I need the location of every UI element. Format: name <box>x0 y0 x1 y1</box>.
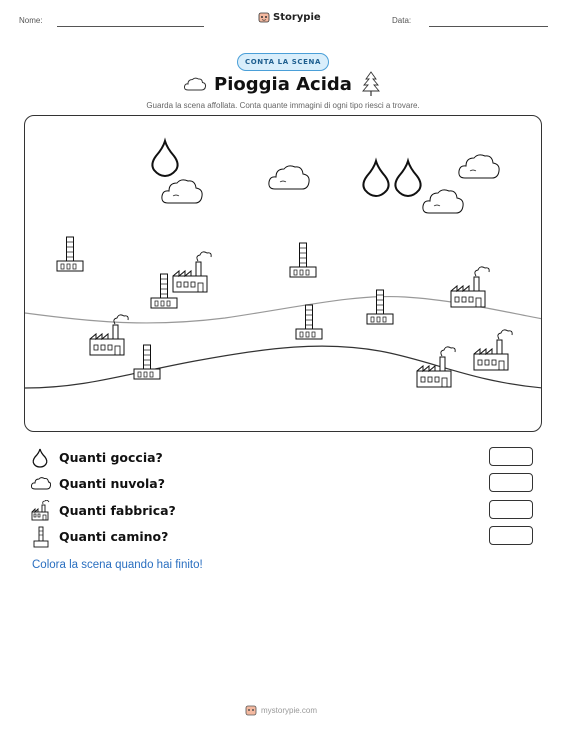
drop-1 <box>152 141 177 176</box>
answer-box-factories[interactable] <box>489 500 533 519</box>
coloring-instruction: Colora la scena quando hai finito! <box>32 559 203 571</box>
question-clouds <box>31 473 541 495</box>
brand-name: Storypie <box>273 11 321 23</box>
storypie-mascot-icon <box>258 11 270 23</box>
counting-scene <box>24 115 542 432</box>
question-text: Quanti camino? <box>59 529 169 544</box>
cloud-1 <box>162 180 202 203</box>
factory-5 <box>417 347 455 387</box>
cloud-3 <box>459 155 499 178</box>
date-label: Data: <box>392 16 412 25</box>
page-title: Pioggia Acida <box>214 74 352 95</box>
date-line[interactable] <box>429 26 548 27</box>
question-drops <box>31 447 541 469</box>
storypie-mascot-icon <box>245 704 257 716</box>
tree-icon <box>362 71 380 97</box>
chimney-3 <box>290 243 316 277</box>
cloud-2 <box>269 166 309 189</box>
chimney-1 <box>57 237 83 271</box>
activity-badge: CONTA LA SCENA <box>237 53 329 71</box>
chimney-icon <box>31 526 51 548</box>
question-text: Quanti goccia? <box>59 450 163 465</box>
question-text: Quanti fabbrica? <box>59 503 176 518</box>
answer-box-clouds[interactable] <box>489 473 533 492</box>
question-text: Quanti nuvola? <box>59 476 165 491</box>
brand-logo <box>258 11 321 23</box>
drop-2 <box>363 161 388 196</box>
answer-box-drops[interactable] <box>489 447 533 466</box>
instructions: Guarda la scena affollata. Conta quante immagini di ogni tipo riesci a trovare. <box>146 101 420 110</box>
name-line[interactable] <box>57 26 204 27</box>
cloud-icon <box>31 473 51 495</box>
chimney-4 <box>367 290 393 324</box>
drop-3 <box>395 161 420 196</box>
question-chimneys <box>31 526 541 548</box>
name-label: Nome: <box>19 16 43 25</box>
factory-4 <box>474 330 512 370</box>
cloud-4 <box>423 190 463 213</box>
footer-url[interactable]: mystorypie.com <box>261 705 318 715</box>
chimney-6 <box>134 345 160 379</box>
factory-1 <box>173 252 211 292</box>
factory-2 <box>451 267 489 307</box>
drop-icon <box>31 447 51 469</box>
question-factories <box>31 500 541 522</box>
answer-box-chimneys[interactable] <box>489 526 533 545</box>
chimney-5 <box>296 305 322 339</box>
factory-icon <box>31 500 51 522</box>
scene-illustration <box>25 116 542 432</box>
footer-brand <box>245 704 317 716</box>
